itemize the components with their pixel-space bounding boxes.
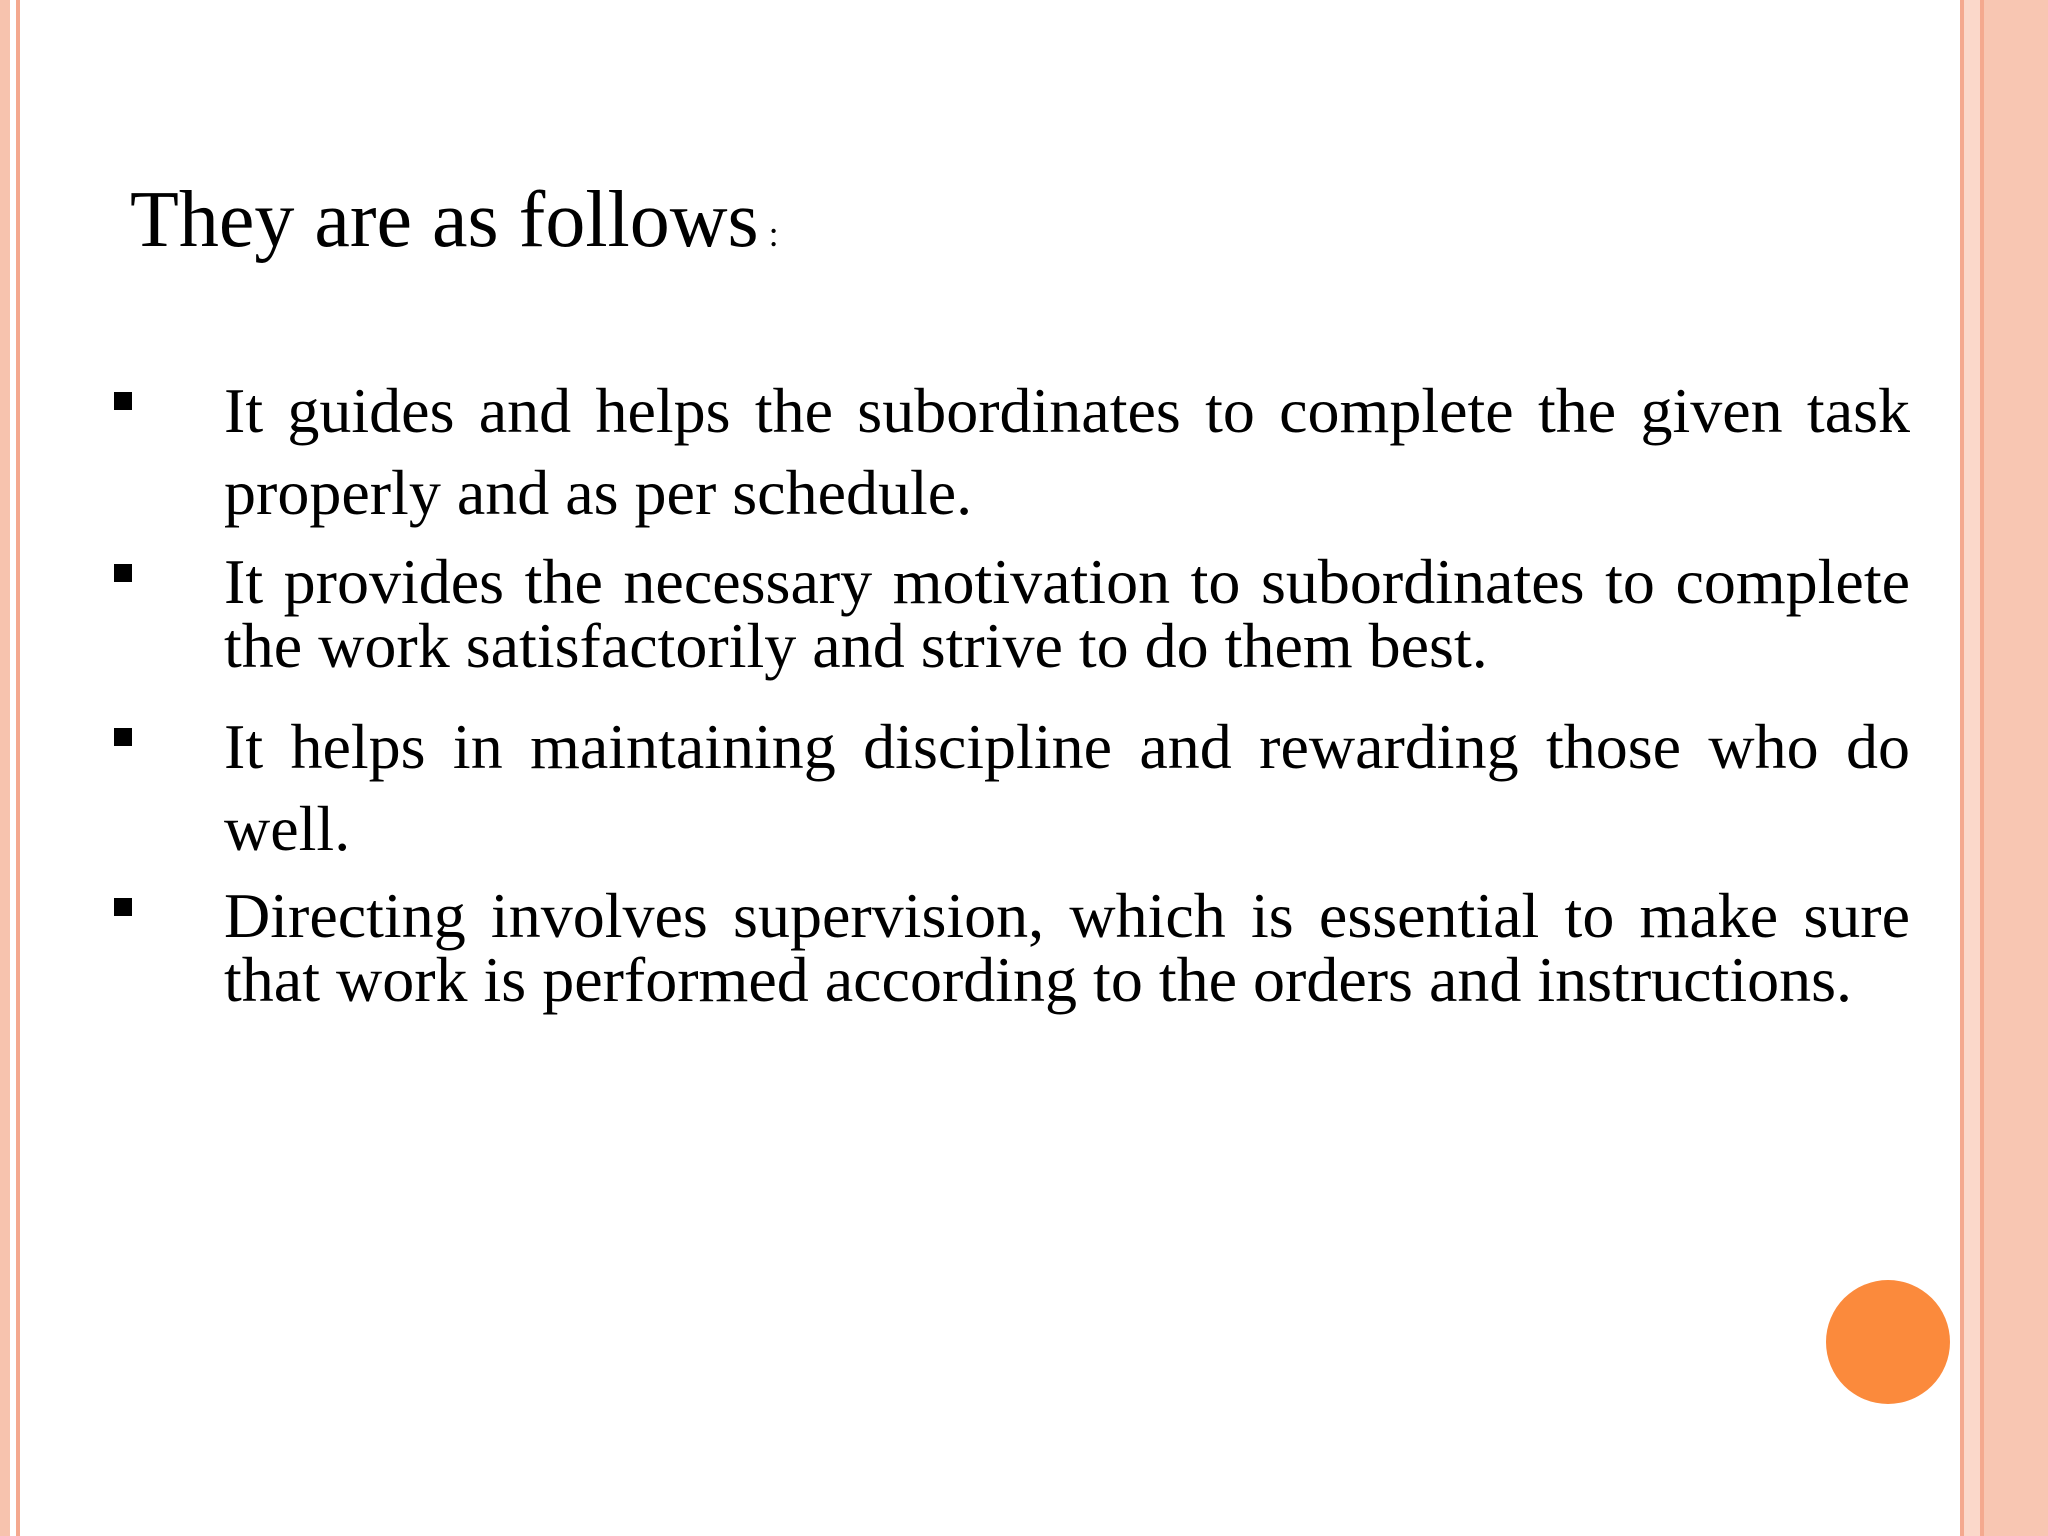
square-bullet-icon (114, 564, 132, 582)
square-bullet-icon (114, 898, 132, 916)
square-bullet-icon (114, 392, 132, 410)
bullet-item (110, 880, 1910, 1015)
left-border-band (0, 0, 10, 1536)
orange-circle-decoration (1826, 1280, 1950, 1404)
bullet-text: Directing involves supervision, which is essential to make sure that work is performed according to the orders and instructions. (224, 880, 1910, 1015)
right-border-band-inner (1964, 0, 1980, 1536)
slide-title-colon: : (768, 214, 779, 254)
slide-title (130, 172, 779, 282)
bullet-text: It guides and helps the subordinates to complete the given task properly and as per schedule. (224, 375, 1910, 528)
bullet-text: It provides the necessary motivation to subordinates to complete the work satisfactorily and strive to do them best. (224, 546, 1910, 681)
square-bullet-icon (114, 728, 132, 746)
slide-title-text: They are as follows (130, 176, 759, 264)
left-border-line (16, 0, 20, 1536)
bullet-item (110, 706, 1910, 870)
bullet-item (110, 546, 1910, 681)
bullet-text: It helps in maintaining discipline and rewarding those who do well. (224, 711, 1910, 864)
right-border-band-outer (1984, 0, 2048, 1536)
bullet-item (110, 370, 1910, 534)
bullet-list (110, 370, 1910, 1015)
